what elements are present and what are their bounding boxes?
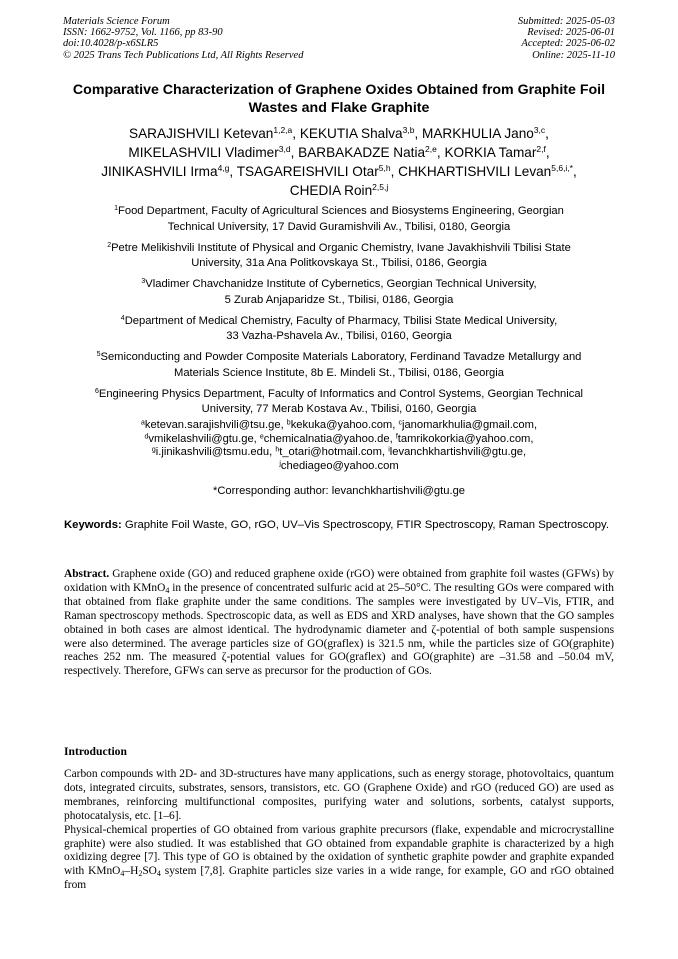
email-link[interactable]: $^a$ketevan.sarajishvili@tsu.ge xyxy=(140,419,281,431)
affiliation-list xyxy=(64,204,614,423)
copyright: © 2025 Trans Tech Publications Ltd, All Rights Reserved xyxy=(63,49,304,61)
accepted-date: Accepted: 2025-06-02 xyxy=(521,38,615,50)
issn: ISSN: 1662-9752, Vol. 1166, pp 83-90 xyxy=(63,27,223,39)
author: CHKHARTISHVILI Levan$^{5,6,i,*}$ xyxy=(398,163,573,179)
journal-info xyxy=(63,16,303,61)
keywords xyxy=(64,518,614,534)
author: KEKUTIA Shalva$^{3,b}$ xyxy=(299,125,415,141)
email-link[interactable]: $^j$chediageo@yahoo.com xyxy=(279,459,399,472)
paragraph: Carbon compounds with 2D- and 3D-structures have many applications, such as energy storage, photovoltaics, quantum dots, integrated circuits, substrates, sensors, transistors, etc. GO (Graphene Oxide) and rGO (reduced GO) are used as membranes, reinforcing multifunctional composites, purifying water and solutions, sorbents, catalyst supports, photocatalysis, etc. [1–6]. xyxy=(64,768,614,822)
email-link[interactable]: $^e$chemicalnatia@yahoo.de xyxy=(259,432,390,445)
affiliation: $^2$Petre Melikishvili Institute of Physical and Organic Chemistry, Ivane Javakhishvili Tbilisi State University, 31a Ana Politkovskaya St., Tbilisi, 0186, Georgia xyxy=(107,241,571,269)
affiliation: $^6$Engineering Physics Department, Faculty of Informatics and Control Systems, Georgian Technical University, 77 Merab Kostava Av., Tbilisi, 0160, Georgia xyxy=(94,387,584,415)
corresponding-author: *Corresponding author: levanchkhartishvili@gtu.ge xyxy=(212,485,466,497)
author: TSAGAREISHVILI Otar$^{5,h}$ xyxy=(236,163,391,179)
author: SARAJISHVILI Ketevan$^{1,2,a}$ xyxy=(129,125,293,141)
abstract: Abstract. Graphene oxide (GO) and reduced graphene oxide (rGO) were obtained from graphite foil wastes (GFWs) by oxidation with KMnO$_4$ in the presence of concentrated sulfuric acid at 25–50°C. The resulting GOs were compared with that obtained from flake graphite under the same conditions. The samples were investigated by UV–Vis, FTIR, and Raman spectroscopy methods. Spectroscopic data, as well as EDS and XRD analyses, have shown that the GO samples obtained in both cases are almost identical. The hydrodynamic diameter and ζ-potential of both sample suspensions were also determined. The average particles size of GO(graflex) is 321.5 nm, while the particles size of GO(graphite) reaches 252 nm. The measured ζ-potential values for GO(graflex) and GO(graphite) are –31.58 and –50.04 mV, respectively. Therefore, GFWs can serve as precursor for the production of GOs. xyxy=(64,568,614,678)
email-link[interactable]: $^h$t_otari@hotmail.com xyxy=(275,446,382,458)
email-link[interactable]: $^b$kekuka@yahoo.com xyxy=(286,419,393,431)
author: JINIKASHVILI Irma$^{4,g}$ xyxy=(101,163,230,179)
dates-info xyxy=(518,16,615,61)
email-link[interactable]: $^g$i.jinikashvili@tsmu.edu xyxy=(151,446,270,458)
affiliation: $^4$Department of Medical Chemistry, Faculty of Pharmacy, Tbilisi State Medical University, 33 Vazha-Pshavela Av., Tbilisi, 0160, Georgia xyxy=(120,314,558,342)
doi: doi:10.4028/p-x6SLR5 xyxy=(63,38,159,50)
email-list: $^a$ketevan.sarajishvili@tsu.ge, $^b$kekuka@yahoo.com, $^c$janomarkhulia@gmail.com, $^d$vmikelashvili@gtu.ge, $^e$chemicalnatia@yahoo.de, $^f$tamrikokorkia@yahoo.com, $^g$i.jinikashvili@tsmu.edu, $^h$t_otari@hotmail.com, $^i$levanchkhartishvili@gtu.ge, $^j$chediageo@yahoo.com xyxy=(140,419,538,472)
abstract-label: Abstract. xyxy=(64,568,110,580)
affiliation: $^5$Semiconducting and Powder Composite Materials Laboratory, Ferdinand Tavadze Metallurgy and Materials Science Institute, 8b E. Mindeli St., Tbilisi, 0186, Georgia xyxy=(96,351,582,379)
paper-title: Comparative Characterization of Graphene Oxides Obtained from Graphite Foil Wastes and Flake Graphite xyxy=(72,82,606,116)
author-list: SARAJISHVILI Ketevan$^{1,2,a}$, KEKUTIA Shalva$^{3,b}$, MARKHULIA Jano$^{3,c}$, MIKELASHVILI Vladimer$^{3,d}$, BARBAKADZE Natia$^{2,e}$, KORKIA Tamar$^{2,f}$, JINIKASHVILI Irma$^{4,g}$, TSAGAREISHVILI Otar$^{5,h}$, CHKHARTISHVILI Levan$^{5,6,i,*}$, CHEDIA Roin$^{2,5,j}$ xyxy=(101,125,577,198)
journal-name: Materials Science Forum xyxy=(63,16,170,27)
revised-date: Revised: 2025-06-01 xyxy=(527,27,615,39)
author: MIKELASHVILI Vladimer$^{3,d}$ xyxy=(128,144,291,160)
email-link[interactable]: $^f$tamrikokorkia@yahoo.com xyxy=(395,432,531,445)
introduction-body xyxy=(64,768,614,893)
affiliation: $^1$Food Department, Faculty of Agricultural Sciences and Biosystems Engineering, Georgian Technical University, 17 David Guramishvili Av., Tbilisi, 0180, Georgia xyxy=(114,205,564,233)
submitted-date: Submitted: 2025-05-03 xyxy=(517,16,615,27)
email-link[interactable]: $^d$vmikelashvili@gtu.ge xyxy=(144,432,254,445)
paragraph: Physical-chemical properties of GO obtained from various graphite precursors (flake, expendable and microcrystalline graphite) were also studied. It was established that GO obtained from expandable graphite is characterized by a high oxidizing degree [7]. This type of GO is obtained by the oxidation of synthetic graphite powder and graphite expanded with $KMnO_4-H_2SO_4$ system [7,8]. Graphite particles size varies in a wide range, for example, GO and rGO obtained from xyxy=(64,823,615,892)
keywords-label: Keywords: xyxy=(64,519,122,531)
author: MARKHULIA Jano$^{3,c}$ xyxy=(422,125,546,141)
section-heading: Introduction xyxy=(64,745,127,758)
email-link[interactable]: $^i$levanchkhartishvili@gtu.ge xyxy=(388,446,524,458)
keywords-text: Graphite Foil Waste, GO, rGO, UV–Vis Spectroscopy, FTIR Spectroscopy, Raman Spectroscopy. xyxy=(124,519,609,531)
author: BARBAKADZE Natia$^{2,e}$ xyxy=(298,144,437,160)
author: KORKIA Tamar$^{2,f}$ xyxy=(444,144,546,160)
author: CHEDIA Roin$^{2,5,j}$ xyxy=(289,182,389,198)
email-link[interactable]: $^c$janomarkhulia@gmail.com xyxy=(398,419,534,431)
affiliation: $^3$Vladimer Chavchanidze Institute of Cybernetics, Georgian Technical University, 5 Zurab Anjaparidze St., Tbilisi, 0186, Georgia xyxy=(141,278,537,306)
online-date: Online: 2025-11-10 xyxy=(532,49,615,61)
